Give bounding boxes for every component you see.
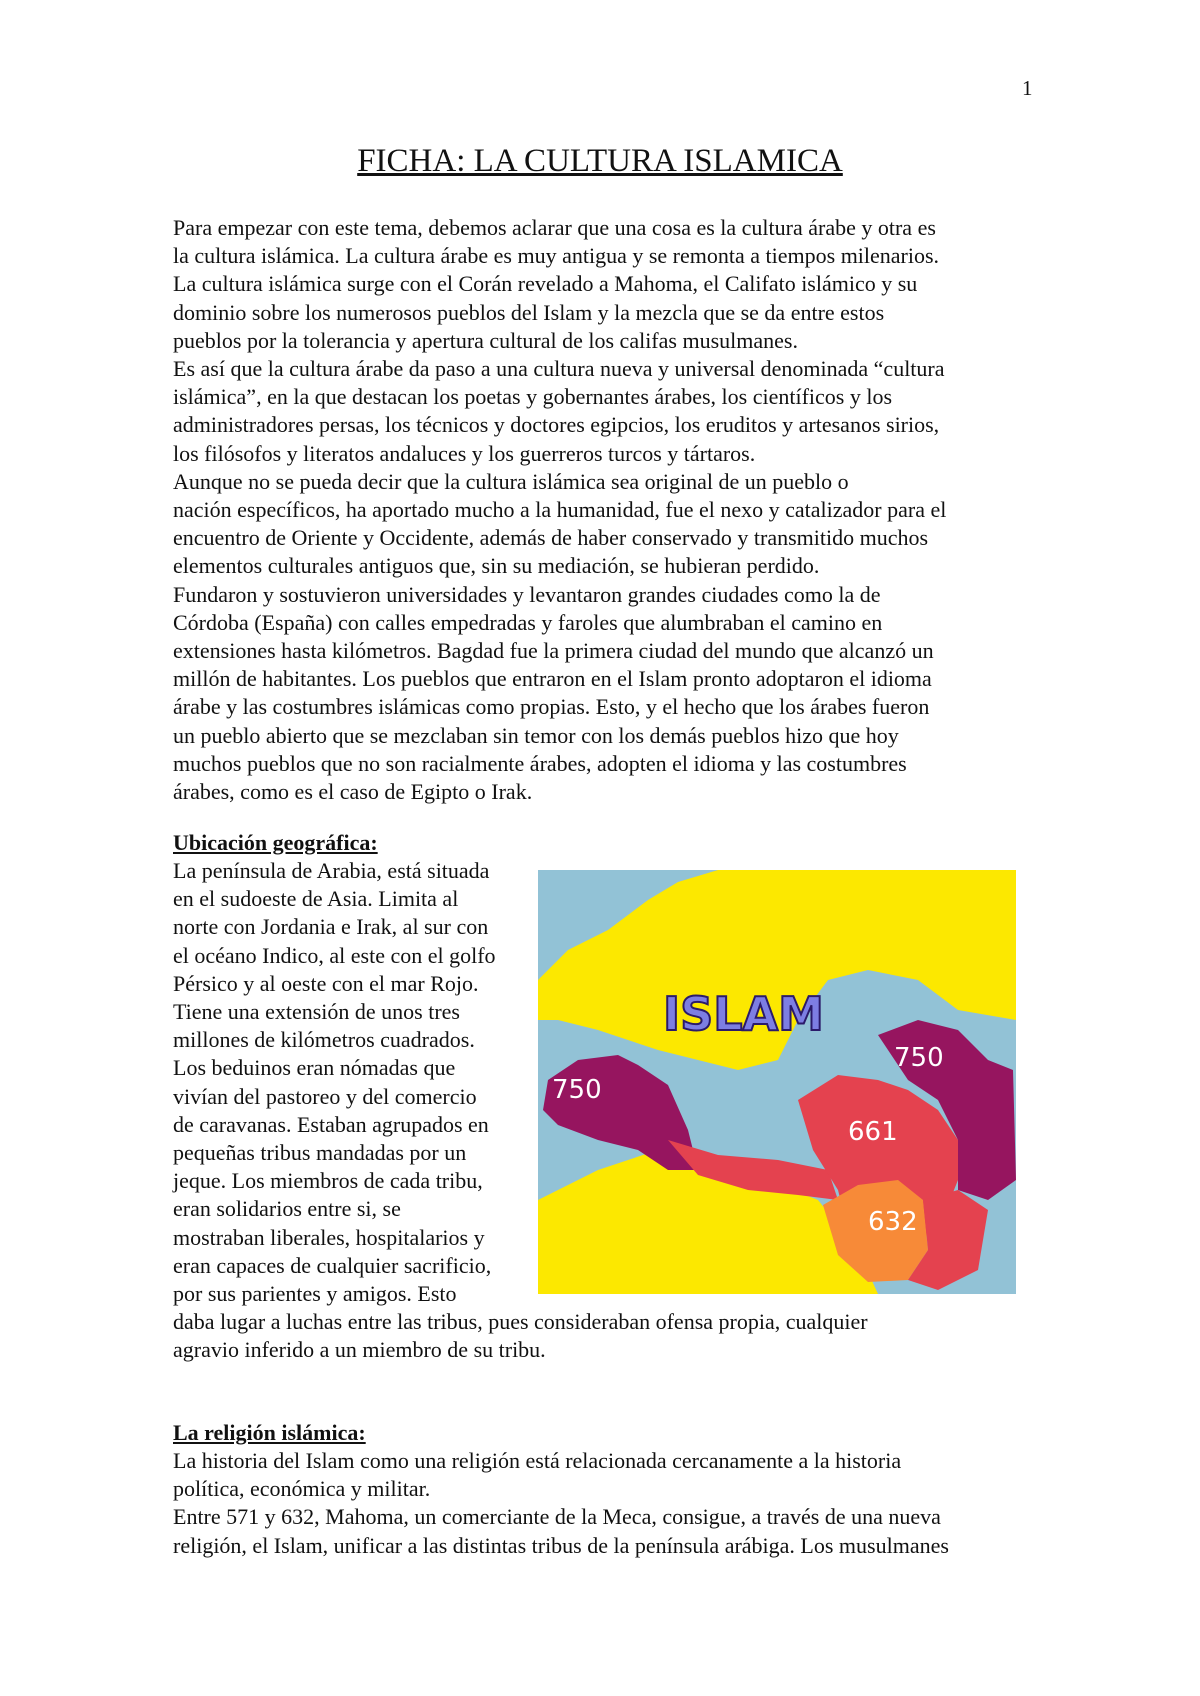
text-line: eran capaces de cualquier sacrificio, [173,1252,492,1278]
text-line: los filósofos y literatos andaluces y los guerreros turcos y tártaros. [173,440,756,466]
geo-heading: Ubicación geográfica: [173,830,378,855]
text-line: política, económica y militar. [173,1476,431,1502]
text-line: por sus parientes y amigos. Esto [173,1281,457,1307]
religion-paragraph [173,1447,949,1560]
text-line: Córdoba (España) con calles empedradas y faroles que alumbraban el camino en [173,609,883,635]
text-line: Pérsico y al oeste con el mar Rojo. [173,970,479,996]
text-line: Entre 571 y 632, Mahoma, un comerciante de la Meca, consigue, a través de una nueva [173,1504,941,1530]
text-line: árabe y las costumbres islámicas como propias. Esto, y el hecho que los árabes fueron [173,694,930,720]
text-line: nación específicos, ha aportado mucho a la humanidad, fue el nexo y catalizador para el [173,497,947,523]
text-line: el océano Indico, al este con el golfo [173,942,496,968]
text-line: norte con Jordania e Irak, al sur con [173,914,489,940]
intro-paragraphs [173,214,946,806]
islam-expansion-map [538,870,1016,1294]
text-line: extensiones hasta kilómetros. Bagdad fue la primera ciudad del mundo que alcanzó un [173,638,934,664]
text-line: administradores persas, los técnicos y doctores egipcios, los eruditos y artesanos sirios, [173,412,940,438]
text-line: Es así que la cultura árabe da paso a una cultura nueva y universal denominada “cultura [173,356,945,382]
text-line: la cultura islámica. La cultura árabe es muy antigua y se remonta a tiempos milenarios. [173,243,940,269]
text-line: encuentro de Oriente y Occidente, además de haber conservado y transmitido muchos [173,525,929,551]
map-label-750-east: 750 [894,1043,944,1073]
text-line: millón de habitantes. Los pueblos que entraron en el Islam pronto adoptaron el idioma [173,666,932,692]
text-line: agravio inferido a un miembro de su tribu. [173,1337,546,1363]
text-line: dominio sobre los numerosos pueblos del Islam y la mezcla que se da entre estos [173,299,885,325]
text-line: muchos pueblos que no son racialmente árabes, adopten el idioma y las costumbres [173,750,907,776]
text-line: mostraban liberales, hospitalarios y [173,1224,485,1250]
text-line: Fundaron y sostuvieron universidades y levantaron grandes ciudades como la de [173,581,881,607]
text-line: Tiene una extensión de unos tres [173,999,460,1025]
text-line: Para empezar con este tema, debemos aclarar que una cosa es la cultura árabe y otra es [173,215,936,240]
text-line: daba lugar a luchas entre las tribus, pues consideraban ofensa propia, cualquier [173,1309,868,1335]
text-line: vivían del pastoreo y del comercio [173,1083,477,1109]
map-label-661: 661 [848,1117,898,1147]
text-line: eran solidarios entre si, se [173,1196,401,1222]
text-line: La historia del Islam como una religión está relacionada cercanamente a la historia [173,1448,902,1473]
map-title-islam: ISLAM [663,987,824,1041]
text-line: elementos culturales antiguos que, sin su mediación, se hubieran perdido. [173,553,820,579]
text-line: pueblos por la tolerancia y apertura cultural de los califas musulmanes. [173,327,798,353]
map-label-750-west: 750 [552,1075,602,1105]
text-line: La península de Arabia, está situada [173,858,490,883]
text-line: islámica”, en la que destacan los poetas y gobernantes árabes, los científicos y los [173,384,893,410]
text-line: millones de kilómetros cuadrados. [173,1027,475,1053]
religion-heading: La religión islámica: [173,1420,366,1445]
page-number: 1 [1022,76,1033,100]
text-line: un pueblo abierto que se mezclaban sin temor con los demás pueblos hizo que hoy [173,722,899,748]
text-line: La cultura islámica surge con el Corán revelado a Mahoma, el Califato islámico y su [173,271,918,297]
text-line: en el sudoeste de Asia. Limita al [173,886,459,912]
document-title: FICHA: LA CULTURA ISLAMICA [357,143,843,179]
text-line: árabes, como es el caso de Egipto o Irak. [173,779,533,805]
map-label-632: 632 [868,1207,918,1237]
text-line: religión, el Islam, unificar a las distintas tribus de la península arábiga. Los musulmanes [173,1532,949,1558]
text-line: Aunque no se pueda decir que la cultura islámica sea original de un pueblo o [173,468,849,494]
text-line: pequeñas tribus mandadas por un [173,1140,467,1166]
text-line: jeque. Los miembros de cada tribu, [173,1168,483,1194]
text-line: de caravanas. Estaban agrupados en [173,1111,489,1137]
text-line: Los beduinos eran nómadas que [173,1055,456,1081]
